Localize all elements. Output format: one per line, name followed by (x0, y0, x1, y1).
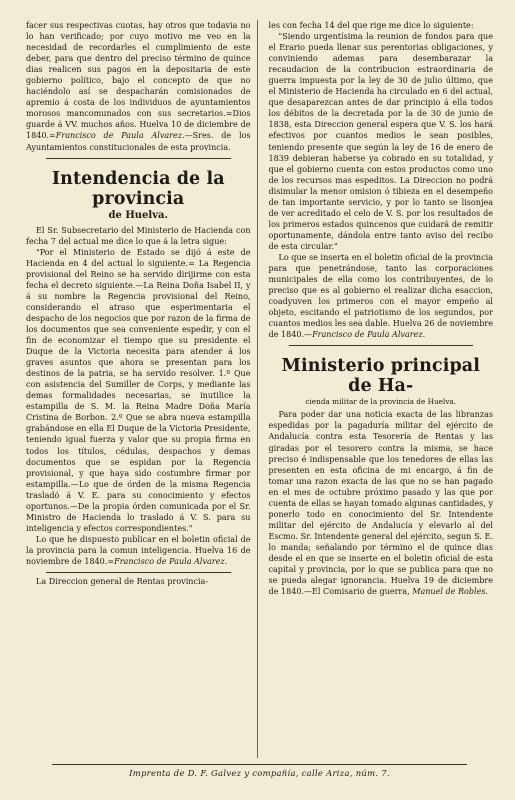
left-paragraph-2: El Sr. Subsecretario del Ministerio de Hacienda con fecha 7 del actual me dice lo que á la letra sigue: (26, 225, 251, 246)
section-divider-3 (289, 345, 474, 346)
left-paragraph-4: Lo que he dispuesto publicar en el boletin oficial de la provincia para la comun inteligencia. Huelva 16 de noviembre de 1840.=Francisco de Paula Alvarez. (26, 534, 251, 566)
section-title-ministerio: Ministerio principal de Ha- (281, 356, 480, 397)
two-column-layout (26, 20, 493, 758)
section-divider-2 (46, 572, 231, 573)
right-paragraph-3: Lo que se inserta en el boletin oficial de la provincia para que penetrándose, tanto las corporaciones municipales de ella como los contribuyentes, de lo preciso que es al gobierno el realizar dicha esaccion, coadyuven los primeros con el mayor empeño al objeto, escitando el patriotismo de los segundos, por cuantos medios les sea dable. Huelva 26 de noviembre de 1840.—Francisco de Paula Alvarez. (268, 252, 493, 340)
right-paragraph-2: "Siendo urgentísima la reunion de fondos para que el Erario pueda llenar sus perentorias obligaciones, y conviniendo ademas para desembarazar la recaudacion de la contribucion estraordinaria de guerra impuesta por la ley de 30 de julio último, que el Ministerio de Hacienda ha circulado en 6 del actual, que desaparezcan antes de dar principio á ella todos los débitos de la decretada por la de 30 de junio de 1838, esta Direccion general espera que V. S. los hará efectivos por cuantos medios le sean posibles, teniendo presente que según la ley de 16 de enero de 1839 debieran haberse ya cobrado en su totalidad, y que el gobierno cuenta con estos productos como uno de los recursos mas espeditos. La Direccion no podrá disimular la menor omision ó tibieza en el desempeño de tan importante servicio, y por lo tanto se lisonjea de ver acreditado el celo de V. S. por los resultados de los primeros estados quincenos que cuidará de remitir oportunamente, dándola entre tanto aviso del recibo de esta circular." (268, 32, 493, 251)
signature-alvarez-2: =Francisco de Paula Alvarez. (107, 556, 228, 566)
right-column (267, 20, 494, 758)
signature-robles: Manuel de Robles. (412, 587, 489, 597)
signature-alvarez-3: Francisco de Paula Alvarez. (312, 330, 426, 340)
right-paragraph-1: les con fecha 14 del que rige me dice lo siguiente: (268, 21, 474, 30)
left-paragraph-3: "Por el Ministerio de Estado se dijó á este de Hacienda en 4 del actual lo siguiente.= La Regencia provisional del Reino se ha servido dirijirme con esta fecha el decreto siguiente.—La Reina Doña Isabel II, y á su nombre la Regencia provisional del Reino, considerando el atraso que esperimentaria el despacho de los negocios que por razon de la firma de los documentos que sea conveniente espedir, y con el fin de economizar el tiempo que su presidente el Duque de la Victoria necesita para atender á los graves asuntos que ahora se presentan para los destinos de la patria, se ha servido resolver. 1.º Que con asistencia del Sumiller de Corps, y mediante las demas formalidades necesarias, se inutilice la estampilla de S. M. la Reina Madre Doña María Cristina de Borbon. 2.º Que se abra nueva estampilla grabándose en ella El Duque de la Victoria Presidente, teniendo igual fuerza y valor que su propia firma en todos los títulos, cédulas, despachos y demas documentos que se espidan por la Regencia provisional, y que haya sido costumbre firmar por estampilla.—Lo que de órden de la misma Regencia trasladó á V. E. para su conocimiento y efectos oportunos.—De la propia órden comunicada por el Sr. Ministro de Hacienda lo traslado á V. S. para su inteligencia y efectos correspondientes." (26, 247, 251, 533)
right-paragraph-4: Para poder dar una noticia exacta de las libranzas espedidas por la pagaduría militar del ejército de Andalucía contra esta Tesorería de Rentas y las giradas por el tesorero contra la misma, se hace preciso é indispensable que los tenedores de ellas las presenten en esta oficina de mi encargo, á fin de tomar una razon exacta de las que no se han pagado en el mes de octubre próximo pasado y las que por cuenta de ellas se hayan tomado algunas cantidades, y ponerlo todo en conocimiento del Sr. Intendente militar del ejército de Andalucía y elevarlo al del Escmo. Sr. Intendente general del ejército, segun S. E. lo manda; señalando por término el de quince dias desde el en que se inserte en el boletin oficial de esta capital y provincia, por lo que se publica para que no se pueda alegar ignorancia. Huelva 19 de diciembre de 1840.—El Comisario de guerra, Manuel de Robles. (268, 410, 493, 597)
imprint-line: Imprenta de D. F. Galvez y compañía, calle Ariza, núm. 7. (129, 768, 390, 778)
left-paragraph-5: La Direccion general de Rentas provincia- (36, 577, 209, 587)
section-title-intendencia: Intendencia de la provincia (51, 168, 225, 209)
section-subtitle-huelva: de Huelva. (108, 209, 168, 221)
section-divider (46, 158, 231, 159)
footer-rule (52, 764, 467, 765)
left-column (26, 20, 258, 758)
signature-alvarez: Francisco de Paula Alvarez. (55, 131, 185, 141)
section-subtitle-hacienda-militar: cienda militar de la provincia de Huelva. (305, 397, 457, 407)
left-paragraph-1: facer sus respectivas cuotas, hay otros que todavia no lo han verificado; por cuyo motivo me veo en la necesidad de recordarles el cumplimiento de este deber, para que dentro del preciso término de quince dias realicen sus pagos en la depositaria de este gobierno político, bajo el concepto de que no haciéndolo así se despacharán comisionados de apremio á costa de los individuos de ayuntamientos morosos mancomunados con sus secretarios.=Dios guarde á VV. muchos años. Huelva 10 de diciembre de 1840.=Francisco de Paula Alvarez.—Sres. de los Ayuntamientos constitucionales de esta provincia. (26, 21, 251, 152)
